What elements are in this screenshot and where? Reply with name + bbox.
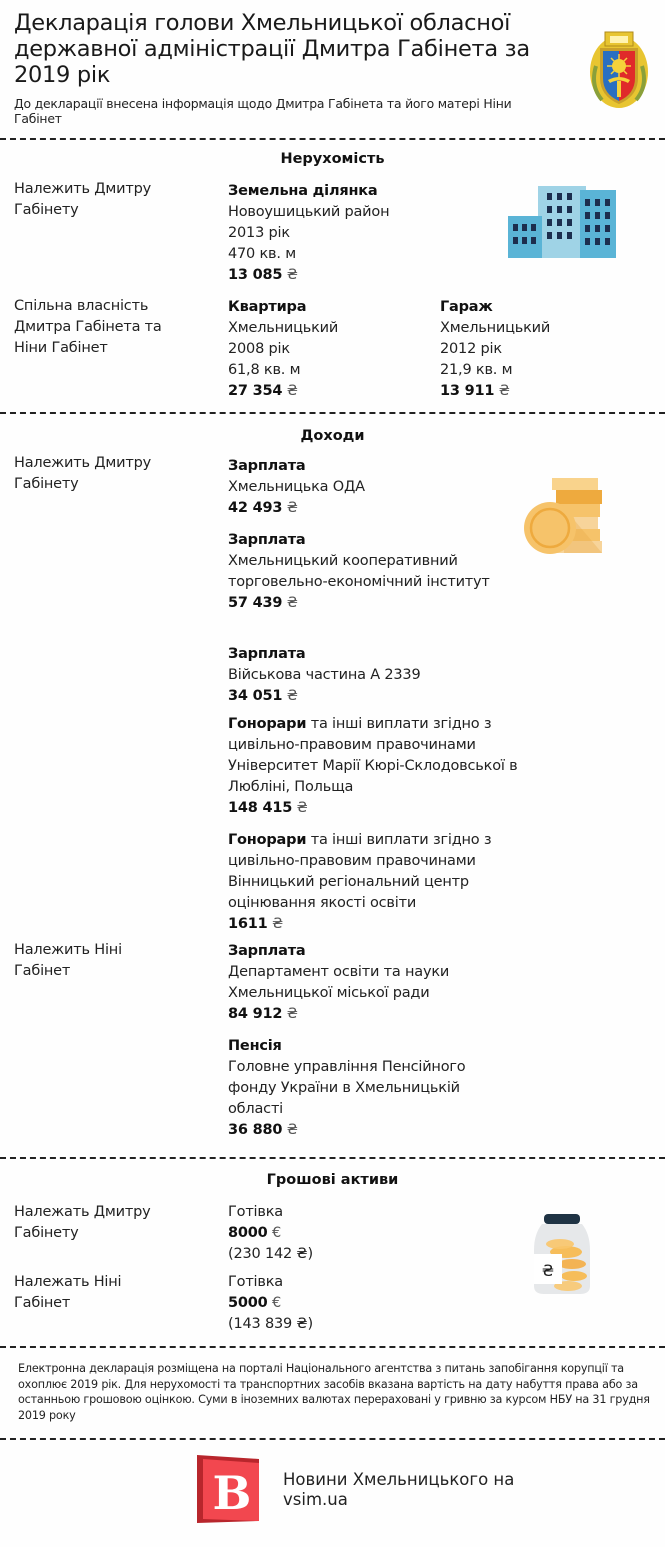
owner-label: Належать Дмитру Габінету [14, 1204, 151, 1241]
svg-text:₴: ₴ [541, 1261, 555, 1280]
cash-type: Готівка [228, 1204, 283, 1220]
currency-symbol: ₴ [286, 595, 298, 611]
income-item [228, 1036, 528, 1141]
income-value: 57 439 [228, 595, 283, 611]
property-apartment [228, 297, 428, 402]
property-location: Хмельницький [440, 320, 551, 336]
income-value: 42 493 [228, 500, 283, 516]
owner-label: Належить Ніні Габінет [14, 942, 122, 979]
currency-symbol: € [271, 1295, 282, 1311]
coins-stack-icon [524, 478, 604, 556]
divider [0, 1157, 665, 1159]
property-type: Гараж [440, 299, 493, 315]
income-value: 1611 [228, 916, 268, 932]
income-type: Зарплата [228, 646, 306, 662]
property-year: 2008 рік [228, 341, 290, 357]
section-title-income: Доходи [300, 428, 365, 444]
income-type: Пенсія [228, 1038, 282, 1054]
money-jar-icon [530, 1210, 594, 1296]
vsim-logo-icon[interactable] [197, 1455, 259, 1523]
property-area: 61,8 кв. м [228, 362, 301, 378]
income-source: Університет Марії Кюрі-Склодовської в Любліні, Польща [228, 758, 518, 795]
property-area: 470 кв. м [228, 246, 296, 262]
divider [0, 412, 665, 414]
cash-type: Готівка [228, 1274, 283, 1290]
income-source: Головне управління Пенсійного фонду України в Хмельницькій області [228, 1059, 466, 1117]
property-year: 2012 рік [440, 341, 502, 357]
svg-text:В: В [212, 1466, 252, 1520]
section-title-cash-assets: Грошові активи [266, 1172, 399, 1188]
currency-symbol: ₴ [286, 267, 298, 283]
income-item [228, 644, 528, 707]
income-type-detail: та інші виплати згідно з цивільно-правовим правочинами [228, 832, 492, 869]
income-value: 148 415 [228, 800, 293, 816]
coat-of-arms-icon [588, 26, 650, 110]
currency-symbol: ₴ [286, 688, 298, 704]
cash-uah-equivalent: (230 142 ₴) [228, 1246, 313, 1262]
page-title: Декларація голови Хмельницької обласної державної адміністрації Дмитра Габінета за 2019 рік [14, 10, 530, 88]
income-source: Хмельницький кооперативний торговельно-економічний інститут [228, 553, 490, 590]
property-type: Квартира [228, 299, 307, 315]
currency-symbol: ₴ [286, 1122, 298, 1138]
income-value: 36 880 [228, 1122, 283, 1138]
income-item [228, 530, 528, 614]
income-type-detail: та інші виплати згідно з цивільно-правовим правочинами [228, 716, 492, 753]
owner-label: Спільна власність Дмитра Габінета та Ніни Габінет [14, 298, 162, 356]
divider [0, 1438, 665, 1440]
property-value: 13 911 [440, 383, 495, 399]
income-item [228, 941, 528, 1025]
cash-item [228, 1202, 428, 1265]
income-source: Хмельницька ОДА [228, 479, 365, 495]
income-type: Гонорари [228, 716, 307, 732]
property-year: 2013 рік [228, 225, 290, 241]
property-value: 27 354 [228, 383, 283, 399]
income-item [228, 456, 528, 519]
currency-symbol: ₴ [286, 500, 298, 516]
currency-symbol: ₴ [271, 916, 284, 932]
owner-label: Належить Дмитру Габінету [14, 181, 151, 218]
currency-symbol: ₴ [296, 800, 308, 816]
cash-uah-equivalent: (143 839 ₴) [228, 1316, 313, 1332]
income-source: Військова частина А 2339 [228, 667, 421, 683]
footnote: Електронна декларація розміщена на порталі Національного агентства з питань запобігання корупції та охоплює 2019 рік. Для нерухомості та транспортних засобів вказана вартість на дату набуття права або за останньою грошовою оцінкою. Суми в іноземних валютах перераховані у гривню за курсом НБУ на 31 грудня 2019 року [18, 1362, 650, 1422]
property-location: Хмельницький [228, 320, 339, 336]
income-type: Зарплата [228, 458, 306, 474]
currency-symbol: ₴ [286, 1006, 298, 1022]
property-value: 13 085 [228, 267, 283, 283]
income-type: Гонорари [228, 832, 307, 848]
section-title-real-estate: Нерухомість [280, 151, 385, 167]
income-item [228, 830, 538, 935]
income-value: 34 051 [228, 688, 283, 704]
property-garage [440, 297, 640, 402]
owner-label: Належить Дмитру Габінету [14, 455, 151, 492]
owner-label: Належать Ніні Габінет [14, 1274, 122, 1311]
cash-item [228, 1272, 428, 1335]
cash-value: 8000 [228, 1225, 268, 1241]
income-value: 84 912 [228, 1006, 283, 1022]
income-source: Департамент освіти та науки Хмельницької міської ради [228, 964, 450, 1001]
income-type: Зарплата [228, 532, 306, 548]
currency-symbol: € [271, 1225, 282, 1241]
income-type: Зарплата [228, 943, 306, 959]
currency-symbol: ₴ [286, 383, 298, 399]
divider [0, 138, 665, 140]
currency-symbol: ₴ [498, 383, 510, 399]
brand-link[interactable]: Новини Хмельницького на vsim.ua [283, 1470, 515, 1509]
property-land-plot [228, 181, 488, 286]
divider [0, 1346, 665, 1348]
buildings-icon [508, 186, 616, 258]
property-area: 21,9 кв. м [440, 362, 513, 378]
income-item [228, 714, 558, 819]
page-subtitle: До декларації внесена інформація щодо Дмитра Габінета та його матері Ніни Габінет [14, 96, 512, 126]
cash-value: 5000 [228, 1295, 268, 1311]
property-type: Земельна ділянка [228, 183, 378, 199]
property-location: Новоушицький район [228, 204, 390, 220]
income-source: Вінницький регіональний центр оцінювання якості освіти [228, 874, 469, 911]
